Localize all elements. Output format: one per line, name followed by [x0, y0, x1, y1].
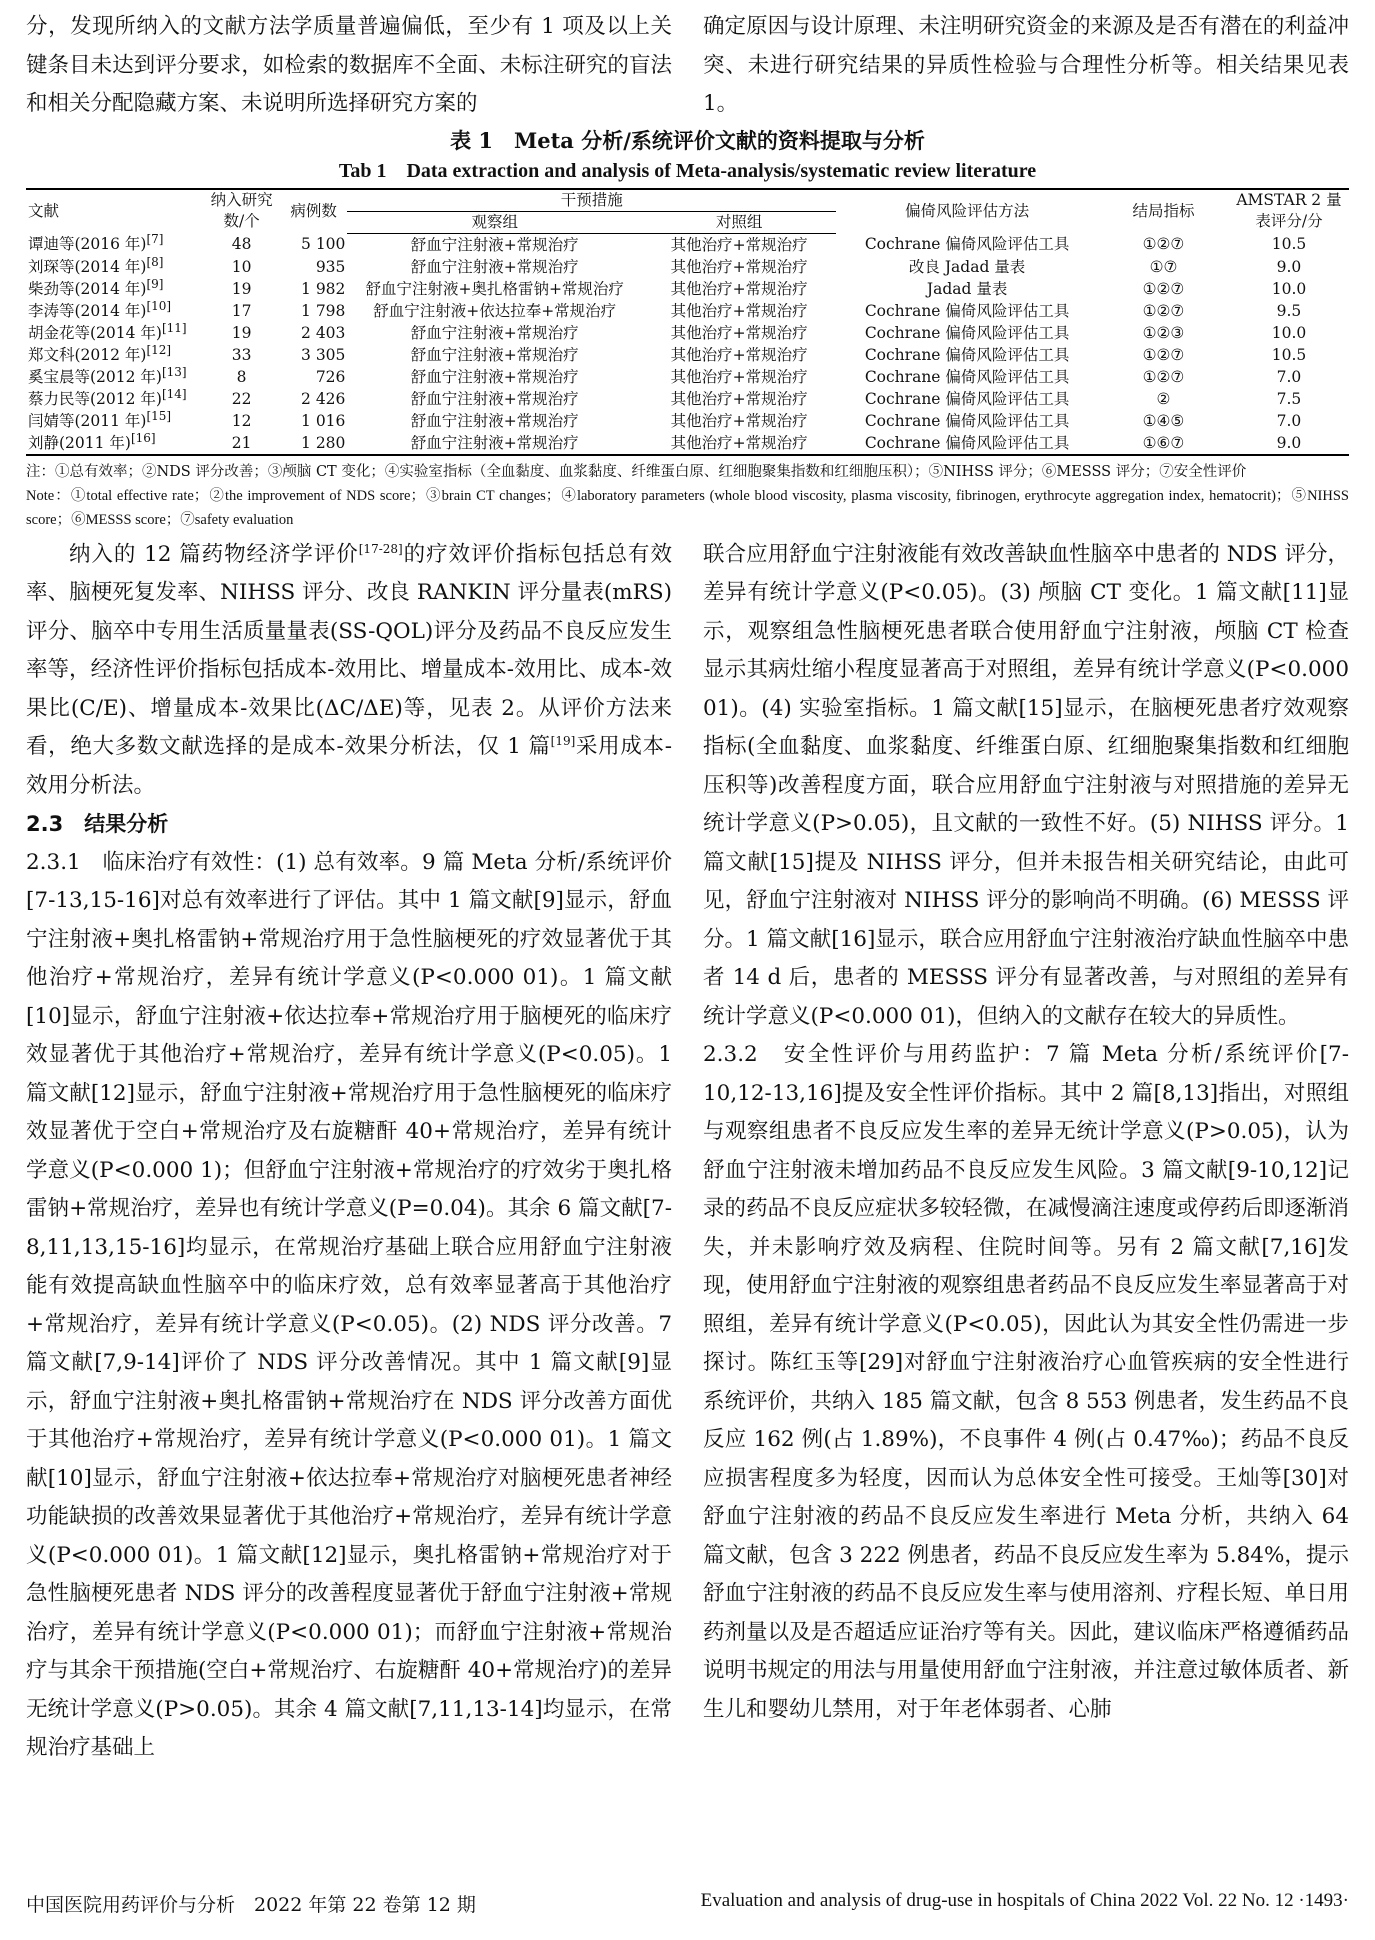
- cell-obs: 舒血宁注射液+奥扎格雷钠+常规治疗: [365, 279, 624, 298]
- th-n-studies: 纳入研究数/个: [203, 189, 279, 234]
- cell-obs: 舒血宁注射液+常规治疗: [410, 367, 579, 386]
- cell-ref: [15]: [146, 408, 172, 423]
- cell-bias: Cochrane 偏倚风险评估工具: [864, 345, 1070, 364]
- cell-ctrl: 其他治疗+常规治疗: [670, 367, 808, 386]
- cell-obs: 舒血宁注射液+常规治疗: [410, 389, 579, 408]
- cell-n: 33: [231, 345, 252, 364]
- left-para-1: 纳入的 12 篇药物经济学评价[17-28]的疗效评价指标包括总有效率、脑梗死复发率、NIHSS 评分、改良 RANKIN 评分量表(mRS)评分、脑卒中专用生活质量量表(SS-QOL)评分及药品不良反应发生率等，经济性评价指标包括成本-效用比、增量成本-效用比、成本-效果比(C/E)、增量成本-效果比(ΔC/ΔE)等，见表 2。从评价方法来看，绝大多数文献选择的是成本-效果分析法，仅 1 篇[19]采用成本-效用分析法。: [26, 541, 672, 798]
- cell-ref: [8]: [146, 254, 164, 269]
- cell-bias: Cochrane 偏倚风险评估工具: [864, 235, 1070, 254]
- footer-journal-cn: 中国医院用药评价与分析 2022 年第 22 卷第 12 期: [26, 1894, 476, 1916]
- table-title-cn: 表 1 Meta 分析/系统评价文献的资料提取与分析: [450, 127, 925, 153]
- cell-lit: 刘琛等(2014 年)[8]: [28, 254, 164, 276]
- cell-n: 21: [203, 432, 279, 455]
- th-literature: 文献: [26, 189, 203, 234]
- right-para-2: 2.3.2 安全性评价与用药监护：7 篇 Meta 分析/系统评价[7-10,12-13,16]提及安全性评价指标。其中 2 篇[8,13]指出，对照组与观察组患者不良反应发生率的差异无统计学意义(P>0.05)，认为舒血宁注射液未增加药品不良反应发生风险。3 篇文献[9-10,12]记录的药品不良反应症状多较轻微，在减慢滴注速度或停药后即逐渐消失，并未影响疗效及病程、住院时间等。另有 2 篇文献[7,16]发现，使用舒血宁注射液的观察组患者药品不良反应发生率显著高于对照组，差异有统计学意义(P<0.05)，因此认为其安全性仍需进一步探讨。陈红玉等[29]对舒血宁注射液治疗心血管疾病的安全性进行系统评价，共纳入 185 篇文献，包含 8 553 例患者，发生药品不良反应 162 例(占 1.89%)，不良事件 4 例(占 0.47‰)；药品不良反应损害程度多为轻度，因而认为总体安全性可接受。王灿等[30]对舒血宁注射液的药品不良反应发生率进行 Meta 分析，共纳入 64 篇文献，包含 3 222 例患者，药品不良反应发生率为 5.84%，提示舒血宁注射液的药品不良反应发生率与使用溶剂、疗程长短、单日用药剂量以及是否超适应证治疗等有关。因此，建议临床严格遵循药品说明书规定的用法与用量使用舒血宁注射液，并注意过敏体质者、新生儿和婴幼儿禁用，对于年老体弱者、心肺: [703, 1042, 1349, 1722]
- cell-score: 10.0: [1271, 323, 1307, 342]
- left-para-2: 2.3.1 临床治疗有效性：(1) 总有效率。9 篇 Meta 分析/系统评价[7-13,15-16]对总有效率进行了评估。其中 1 篇文献[9]显示，舒血宁注射液+奥扎格雷钠+常规治疗用于急性脑梗死的疗效显著优于其他治疗+常规治疗，差异有统计学意义(P<0.000 01)。1 篇文献[10]显示，舒血宁注射液+依达拉奉+常规治疗用于脑梗死的临床疗效显著优于其他治疗+常规治疗，差异有统计学意义(P<0.05)。1 篇文献[12]显示，舒血宁注射液+常规治疗用于急性脑梗死的临床疗效显著优于空白+常规治疗及右旋糖酐 40+常规治疗，差异有统计学意义(P<0.000 1)；但舒血宁注射液+常规治疗的疗效劣于奥扎格雷钠+常规治疗，差异也有统计学意义(P=0.04)。其余 6 篇文献[7-8,11,13,15-16]均显示，在常规治疗基础上联合应用舒血宁注射液能有效提高缺血性脑卒中的临床疗效，总有效率显著高于其他治疗+常规治疗，差异有统计学意义(P<0.05)。(2) NDS 评分改善。7 篇文献[7,9-14]评价了 NDS 评分改善情况。其中 1 篇文献[9]显示，舒血宁注射液+奥扎格雷钠+常规治疗在 NDS 评分改善方面优于其他治疗+常规治疗，差异有统计学意义(P<0.000 01)。1 篇文献[10]显示，舒血宁注射液+依达拉奉+常规治疗对脑梗死患者神经功能缺损的改善效果显著优于其他治疗+常规治疗，差异有统计学意义(P<0.000 01)。1 篇文献[12]显示，奥扎格雷钠+常规治疗对于急性脑梗死患者 NDS 评分的改善程度显著优于舒血宁注射液+常规治疗，差异有统计学意义(P<0.000 01)；而舒血宁注射液+常规治疗与其余干预措施(空白+常规治疗、右旋糖酐 40+常规治疗)的差异无统计学意义(P>0.05)。其余 4 篇文献[7,11,13-14]均显示，在常规治疗基础上: [26, 849, 673, 1760]
- top-left-paragraph: 分，发现所纳入的文献方法学质量普遍偏低，至少有 1 项及以上关键条目未达到评分要求，如检索的数据库不全面、未标注研究的盲法和相关分配隐藏方案、未说明所选择研究方案的: [26, 14, 672, 116]
- cell-outcome: ①②⑦: [1142, 279, 1185, 298]
- cell-outcome: ①②⑦: [1142, 235, 1185, 254]
- cell-score: 9.5: [1276, 301, 1302, 320]
- top-right-paragraph: 确定原因与设计原理、未注明研究资金的来源及是否有潜在的利益冲突、未进行研究结果的异质性检验与合理性分析等。相关结果见表 1。: [703, 14, 1349, 116]
- cell-cases: 3 305: [301, 345, 346, 364]
- th-bias: 偏倚风险评估方法: [836, 189, 1098, 234]
- cell-n: 12: [231, 411, 252, 430]
- cell-bias: 改良 Jadad 量表: [908, 257, 1026, 276]
- cell-cases: 2 403: [301, 323, 346, 342]
- top-text: [26, 8, 1349, 124]
- cell-outcome: ①⑦: [1149, 257, 1178, 276]
- cell-bias: Cochrane 偏倚风险评估工具: [864, 367, 1070, 386]
- table-body: [26, 233, 1349, 455]
- table-row: [26, 410, 1349, 432]
- cell-score: 7.0: [1276, 367, 1302, 386]
- footer-journal-en: Evaluation and analysis of drug-use in hospitals of China 2022 Vol. 22 No. 12 ·1493·: [700, 1890, 1349, 1911]
- table-row: [26, 233, 1349, 256]
- th-n-cases: 病例数: [280, 189, 348, 234]
- cell-n: 19: [231, 323, 252, 342]
- cell-ref: [16]: [130, 430, 156, 445]
- table-row: [26, 256, 1349, 278]
- cell-ref: [13]: [161, 364, 187, 379]
- cell-ref: [10]: [146, 298, 172, 313]
- cell-obs: 舒血宁注射液+常规治疗: [347, 432, 642, 455]
- cell-ref: [7]: [146, 232, 164, 247]
- body-columns: [26, 536, 1349, 1768]
- cell-ctrl: 其他治疗+常规治疗: [642, 432, 836, 455]
- cell-obs: 舒血宁注射液+常规治疗: [410, 323, 579, 342]
- table-row: [26, 322, 1349, 344]
- cell-lit: 李涛等(2014 年)[10]: [28, 298, 172, 320]
- cell-n: 19: [231, 279, 252, 298]
- cell-bias: Cochrane 偏倚风险评估工具: [864, 323, 1070, 342]
- th-intervention: 干预措施: [347, 189, 836, 212]
- cell-ctrl: 其他治疗+常规治疗: [670, 323, 808, 342]
- cell-lit: 柴劲等(2014 年)[9]: [28, 276, 164, 298]
- cell-cases: 726: [315, 367, 346, 386]
- cell-cases: 1 016: [301, 411, 346, 430]
- th-amstar: AMSTAR 2 量表评分/分: [1229, 189, 1349, 234]
- cell-score: 9.0: [1229, 432, 1349, 455]
- cell-ctrl: 其他治疗+常规治疗: [670, 389, 808, 408]
- cell-lit: 谭迪等(2016 年)[7]: [28, 232, 164, 254]
- cell-outcome: ①②⑦: [1142, 301, 1185, 320]
- cell-score: 10.5: [1271, 235, 1307, 254]
- th-ctrl: 对照组: [642, 211, 836, 233]
- cell-ctrl: 其他治疗+常规治疗: [670, 279, 808, 298]
- cell-cases: 935: [315, 257, 346, 276]
- table-row: [26, 432, 1349, 455]
- cell-lit: 刘静(2011 年)[16]: [26, 432, 203, 455]
- cell-n: 10: [231, 257, 252, 276]
- cell-score: 9.0: [1276, 257, 1302, 276]
- cell-obs: 舒血宁注射液+常规治疗: [410, 345, 579, 364]
- table-row: [26, 388, 1349, 410]
- cell-ctrl: 其他治疗+常规治疗: [670, 345, 808, 364]
- cell-ref: [9]: [146, 276, 164, 291]
- table-title-en: Tab 1 Data extraction and analysis of Meta-analysis/systematic review literature: [338, 159, 1037, 182]
- table-row: [26, 300, 1349, 322]
- cell-ctrl: 其他治疗+常规治疗: [670, 301, 808, 320]
- cell-ref: [11]: [161, 320, 187, 335]
- table-row: [26, 366, 1349, 388]
- cell-ctrl: 其他治疗+常规治疗: [670, 411, 808, 430]
- cell-outcome: ②: [1156, 389, 1171, 408]
- paper-page: [26, 8, 1349, 1768]
- cell-cases: 1 798: [301, 301, 346, 320]
- cell-lit: 闫婧等(2011 年)[15]: [28, 408, 172, 430]
- cell-score: 10.0: [1271, 279, 1307, 298]
- cell-n: 22: [231, 389, 252, 408]
- cell-lit: 胡金花等(2014 年)[11]: [28, 320, 187, 342]
- data-table: [26, 188, 1349, 456]
- cell-bias: Cochrane 偏倚风险评估工具: [836, 432, 1098, 455]
- th-obs: 观察组: [347, 211, 642, 233]
- cell-obs: 舒血宁注射液+常规治疗: [410, 411, 579, 430]
- cell-outcome: ①②⑦: [1142, 367, 1185, 386]
- cell-score: 10.5: [1271, 345, 1307, 364]
- cell-ref: [14]: [161, 386, 187, 401]
- th-outcome: 结局指标: [1098, 189, 1229, 234]
- right-para-1: 联合应用舒血宁注射液能有效改善缺血性脑卒中患者的 NDS 评分，差异有统计学意义(P<0.05)。(3) 颅脑 CT 变化。1 篇文献[11]显示，观察组急性脑梗死患者联合使用舒血宁注射液，颅脑 CT 检查显示其病灶缩小程度显著高于对照组，差异有统计学意义(P<0.000 01)。(4) 实验室指标。1 篇文献[15]显示，在脑梗死患者疗效观察指标(全血黏度、血浆黏度、纤维蛋白原、红细胞聚集指数和红细胞压积等)改善程度方面，联合应用舒血宁注射液与对照措施的差异无统计学意义(P>0.05)，且文献的一致性不好。(5) NIHSS 评分。1 篇文献[15]提及 NIHSS 评分，但并未报告相关研究结论，由此可见，舒血宁注射液对 NIHSS 评分的影响尚不明确。(6) MESSS 评分。1 篇文献[16]显示，联合应用舒血宁注射液治疗缺血性脑卒中患者 14 d 后，患者的 MESSS 评分有显著改善，与对照组的差异有统计学意义(P<0.000 01)，但纳入的文献存在较大的异质性。: [703, 541, 1349, 1029]
- cell-n: 8: [236, 367, 247, 386]
- cell-lit: 郑文科(2012 年)[12]: [28, 342, 172, 364]
- cell-outcome: ①④⑤: [1142, 411, 1185, 430]
- cell-cases: 1 280: [280, 432, 348, 455]
- cell-cases: 2 426: [301, 389, 346, 408]
- table-row: [26, 344, 1349, 366]
- cell-ctrl: 其他治疗+常规治疗: [670, 235, 808, 254]
- left-column: [26, 536, 672, 1768]
- right-column: [703, 536, 1349, 1768]
- cell-n: 17: [231, 301, 252, 320]
- cell-lit: 奚宝晨等(2012 年)[13]: [28, 364, 187, 386]
- cell-bias: Cochrane 偏倚风险评估工具: [864, 301, 1070, 320]
- cell-cases: 5 100: [301, 235, 346, 254]
- cell-n: 48: [231, 235, 252, 254]
- cell-score: 7.5: [1276, 389, 1302, 408]
- cell-bias: Jadad 量表: [926, 279, 1008, 298]
- cell-bias: Cochrane 偏倚风险评估工具: [864, 389, 1070, 408]
- page-footer: [26, 1890, 1349, 1917]
- cell-cases: 1 982: [301, 279, 346, 298]
- section-heading-2-3: 2.3 结果分析: [26, 812, 169, 836]
- cell-score: 7.0: [1276, 411, 1302, 430]
- cell-bias: Cochrane 偏倚风险评估工具: [864, 411, 1070, 430]
- cell-lit: 蔡力民等(2012 年)[14]: [28, 386, 187, 408]
- cell-outcome: ①⑥⑦: [1098, 432, 1229, 455]
- cell-obs: 舒血宁注射液+常规治疗: [410, 257, 579, 276]
- cell-obs: 舒血宁注射液+依达拉奉+常规治疗: [373, 301, 617, 320]
- cell-obs: 舒血宁注射液+常规治疗: [410, 235, 579, 254]
- table-row: [26, 278, 1349, 300]
- cell-ctrl: 其他治疗+常规治疗: [670, 257, 808, 276]
- cell-outcome: ①②⑦: [1142, 345, 1185, 364]
- cell-outcome: ①②③: [1142, 323, 1185, 342]
- table-note-en: Note：①total effective rate；②the improvement of NDS score；③brain CT changes；④laboratory parameters (whole blood viscosity, plasma viscosity, fibrinogen, erythrocyte aggregation index, hematocrit)；⑤NIHSS score；⑥MESSS score；⑦safety evaluation: [26, 487, 1349, 528]
- cell-ref: [12]: [146, 342, 172, 357]
- table-note-cn: 注：①总有效率；②NDS 评分改善；③颅脑 CT 变化；④实验室指标（全血黏度、血浆黏度、纤维蛋白原、红细胞聚集指数和红细胞压积）；⑤NIHSS 评分；⑥MESSS 评分；⑦安全性评价: [26, 463, 1247, 480]
